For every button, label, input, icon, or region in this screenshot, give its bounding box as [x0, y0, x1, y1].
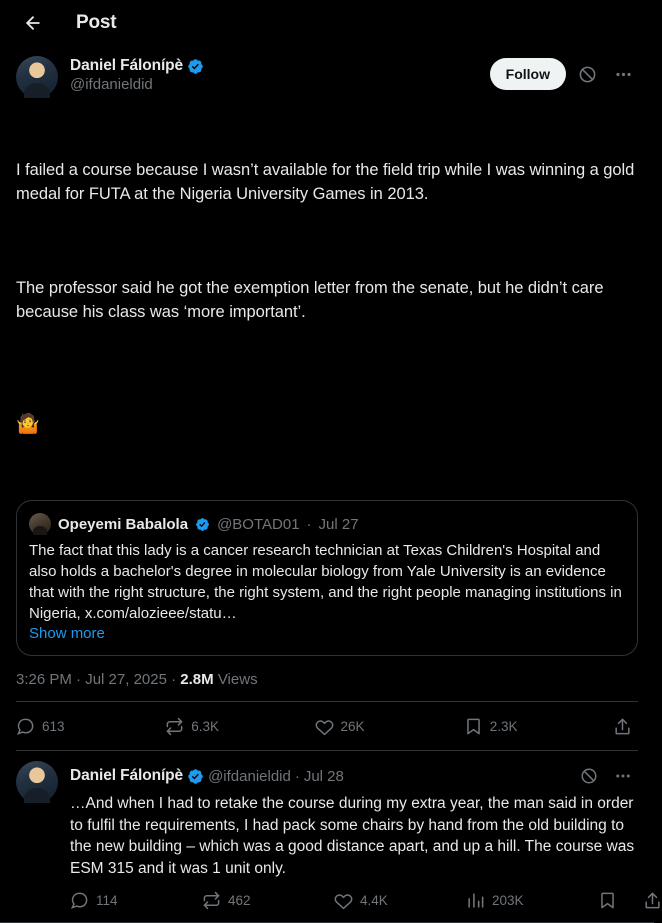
post-header [16, 56, 638, 98]
bookmark-count: 2.3K [489, 718, 518, 734]
post-emoji: 🤷 [16, 414, 40, 435]
quoted-author-name: Opeyemi Babalola [58, 515, 189, 533]
top-bar [0, 0, 654, 46]
author-info [70, 56, 478, 93]
quoted-author-handle: @BOTAD01 [217, 515, 300, 533]
avatar[interactable] [16, 761, 58, 803]
comment-icon [16, 717, 35, 736]
post-paragraph-2: The professor said he got the exemption letter from the senate, but he didn’t care because his class was ‘more important’. [16, 279, 609, 321]
reply-header [70, 761, 638, 791]
like-count: 26K [340, 718, 365, 734]
verified-badge-icon [195, 517, 210, 532]
repost-icon [165, 717, 184, 736]
reply-date: Jul 28 [303, 767, 344, 785]
more-options-button[interactable] [608, 761, 638, 791]
bookmark-button[interactable] [464, 717, 613, 736]
arrow-left-icon [23, 13, 43, 33]
share-icon [643, 891, 662, 910]
reply-post[interactable] [0, 751, 654, 918]
quoted-text: The fact that this lady is a cancer research technician at Texas Children's Hospital and also holds a bachelor's degree in molecular biology from Yale University is an evidence that with the right structure, the right system, and the right people managing institutions in Nigeria, x.com/alozieee/statu… [29, 542, 622, 622]
repost-count: 462 [228, 893, 251, 908]
reply-button[interactable] [16, 717, 165, 736]
reply-content [70, 761, 638, 910]
timestamp-separator-1: · [76, 671, 82, 688]
heart-icon [315, 717, 334, 736]
repost-count: 6.3K [191, 718, 220, 734]
show-more-link[interactable]: Show more [29, 625, 105, 642]
quoted-post-header [29, 513, 625, 535]
back-button[interactable] [16, 6, 50, 40]
follow-button[interactable]: Follow [490, 58, 566, 90]
author-name-row[interactable] [70, 57, 478, 75]
like-button[interactable] [334, 891, 466, 910]
repost-button[interactable] [202, 891, 334, 910]
reply-author-display-name: Daniel Fálonípè [70, 767, 184, 784]
share-button[interactable] [643, 891, 662, 910]
share-button[interactable] [613, 717, 638, 736]
reply-count: 613 [42, 718, 65, 734]
reply-header-actions [574, 761, 638, 791]
bookmark-icon [598, 891, 617, 910]
views-button[interactable] [466, 891, 598, 910]
not-interested-button[interactable] [572, 59, 602, 89]
bookmark-icon [464, 717, 483, 736]
circle-slash-icon [580, 767, 598, 785]
post-header-actions [490, 56, 638, 90]
repost-button[interactable] [165, 717, 314, 736]
timestamp-separator-2: · [171, 671, 177, 688]
post-text [16, 110, 638, 484]
quoted-post[interactable] [16, 500, 638, 656]
like-button[interactable] [315, 717, 464, 736]
more-options-button[interactable] [608, 59, 638, 89]
quoted-date: Jul 27 [318, 515, 359, 533]
main-post [0, 46, 654, 751]
post-time: 3:26 PM [16, 671, 72, 688]
author-display-name: Daniel Fálonípè [70, 57, 184, 74]
reply-button[interactable] [70, 891, 202, 910]
analytics-icon [466, 891, 485, 910]
more-horizontal-icon [614, 65, 633, 84]
like-count: 4.4K [360, 893, 388, 908]
author-handle: @ifdanieldid [70, 76, 153, 93]
reply-text: …And when I had to retake the course during my extra year, the man said in order to fulfil the requirements, I had pack some chairs by hand from the old building to the new building – which was a good distance apart, and up a hill. The course was ESM 315 and it was 1 unit only. [70, 795, 635, 877]
reply-separator: · [294, 767, 300, 785]
quoted-avatar[interactable] [29, 513, 51, 535]
repost-icon [202, 891, 221, 910]
reply-author-handle: @ifdanieldid [208, 767, 291, 785]
reply-count: 114 [96, 893, 118, 908]
circle-slash-icon [578, 65, 597, 84]
views-count: 203K [492, 893, 524, 908]
comment-icon [70, 891, 89, 910]
post-paragraph-1: I failed a course because I wasn’t available for the field trip while I was winning a gold medal for FUTA at the Nigeria University Games in 2013. [16, 161, 639, 203]
reply-actions [70, 891, 638, 910]
bookmark-button[interactable] [598, 891, 643, 910]
not-interested-button[interactable] [574, 761, 604, 791]
quoted-separator: · [306, 515, 312, 533]
page-title: Post [76, 12, 117, 33]
verified-badge-icon [187, 58, 204, 75]
post-actions [16, 702, 638, 750]
verified-badge-icon [187, 768, 204, 785]
post-date: Jul 27, 2025 [85, 671, 167, 688]
heart-icon [334, 891, 353, 910]
views-label: Views [217, 671, 258, 688]
views-count: 2.8M [180, 671, 214, 688]
post-timestamp [16, 656, 638, 701]
more-horizontal-icon [614, 767, 632, 785]
avatar[interactable] [16, 56, 58, 98]
share-icon [613, 717, 632, 736]
